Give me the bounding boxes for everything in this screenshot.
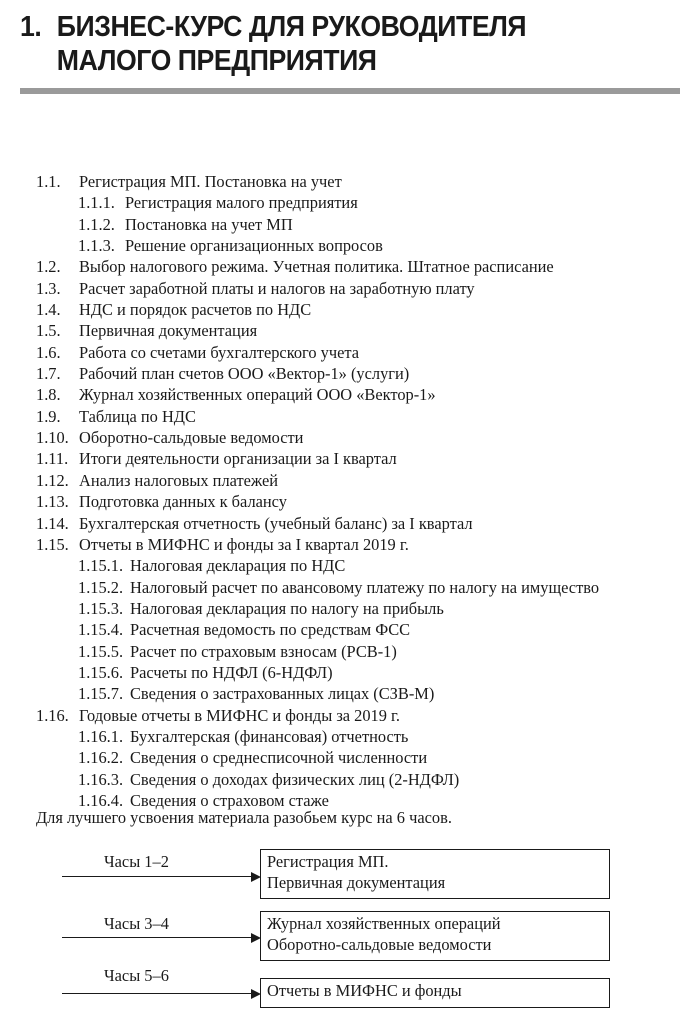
toc-number: 1.16.1. [78,726,124,746]
toc-number: 1.1.1. [78,193,115,213]
toc-text: Итоги деятельности организации за I квартал [79,449,397,469]
schedule-box-line-2: Оборотно-сальдовые ведомости [267,934,492,954]
toc-text: НДС и порядок расчетов по НДС [79,300,312,320]
toc-number: 1.9. [36,406,61,426]
intro-paragraph: Для лучшего усвоения материала разобьем курс на 6 часов. [36,808,452,827]
toc-number: 1.4. [36,300,61,320]
toc-text: Годовые отчеты в МИФНС и фонды за 2019 г. [79,705,401,725]
toc-text: Расчет по страховым взносам (РСВ-1) [130,641,397,661]
toc-text: Рабочий план счетов ООО «Вектор-1» (услуги) [79,364,410,384]
toc-number: 1.3. [36,278,61,298]
toc-number: 1.15.1. [78,556,124,576]
toc-text: Подготовка данных к балансу [79,492,287,512]
toc-number: 1.16.2. [78,748,124,768]
toc-number: 1.15.7. [78,684,124,704]
schedule-hours-label: Часы 1–2 [104,852,169,871]
toc-text: Бухгалтерская отчетность (учебный баланс) за I квартал [79,513,473,533]
toc-number: 1.15.6. [78,662,124,682]
toc-number: 1.10. [36,428,69,448]
schedule-box-line-1: Регистрация МП. [267,852,389,871]
toc-number: 1.1.2. [78,214,115,234]
toc-text: Оборотно-сальдовые ведомости [79,428,304,448]
toc-number: 1.1. [36,172,61,191]
toc-text: Сведения о среднесписочной численности [130,748,428,768]
toc-number: 1.15.4. [78,620,124,640]
arrow-line [62,937,252,938]
toc-number: 1.5. [36,321,61,341]
toc-number: 1.15.2. [78,577,124,597]
title-line-1: БИЗНЕС-КУРС ДЛЯ РУКОВОДИТЕЛЯ [56,11,527,43]
toc-number: 1.7. [36,364,61,384]
toc-number: 1.16. [36,705,69,725]
schedule-box [260,978,610,1008]
toc-text: Отчеты в МИФНС и фонды за I квартал 2019 г. [79,534,409,554]
toc-number: 1.11. [36,449,69,469]
toc-number: 1.15.5. [78,641,124,661]
toc-text: Работа со счетами бухгалтерского учета [79,342,359,362]
page-title [20,10,526,78]
toc-text: Таблица по НДС [79,406,196,426]
toc-text: Решение организационных вопросов [125,236,383,256]
arrow-line [62,993,252,994]
toc-number: 1.16.4. [78,790,124,810]
arrow-line [62,876,252,877]
toc-number: 1.13. [36,492,69,512]
toc-text: Налоговый расчет по авансовому платежу по налогу на имущество [130,577,600,597]
toc-number: 1.14. [36,513,69,533]
schedule-box-line-2: Первичная документация [267,872,446,892]
toc-text: Расчет заработной платы и налогов на заработную плату [79,278,475,298]
toc-text: Журнал хозяйственных операций ООО «Вектор-1» [79,385,436,405]
schedule-box-line-1: Отчеты в МИФНС и фонды [267,981,462,1000]
toc-number: 1.12. [36,470,69,490]
toc-text: Выбор налогового режима. Учетная политика. Штатное расписание [79,257,554,277]
toc-text: Первичная документация [79,321,258,341]
toc-number: 1.15. [36,534,69,554]
toc-text: Расчетная ведомость по средствам ФСС [130,620,411,640]
toc-number: 1.16.3. [78,769,124,789]
schedule-box [260,849,610,899]
toc-text: Налоговая декларация по налогу на прибыль [130,598,444,618]
toc-text: Регистрация МП. Постановка на учет [79,172,342,191]
toc-text: Постановка на учет МП [125,214,293,234]
schedule-box-line-1: Журнал хозяйственных операций [267,914,501,933]
chapter-number: 1. [20,11,42,43]
toc-text: Бухгалтерская (финансовая) отчетность [130,726,409,746]
schedule-hours-label: Часы 3–4 [104,914,169,933]
toc-text: Сведения о застрахованных лицах (СЗВ-М) [130,684,435,704]
toc-text: Налоговая декларация по НДС [130,556,346,576]
toc-number: 1.15.3. [78,598,124,618]
toc-text: Сведения о доходах физических лиц (2-НДФЛ) [130,769,460,789]
toc-number: 1.1.3. [78,236,115,256]
toc-number: 1.8. [36,385,61,405]
schedule-box [260,911,610,961]
title-line-2: МАЛОГО ПРЕДПРИЯТИЯ [56,45,377,77]
toc-text: Сведения о страховом стаже [130,790,329,810]
toc-text: Регистрация малого предприятия [125,193,358,213]
schedule-hours-label: Часы 5–6 [104,966,169,985]
toc-text: Расчеты по НДФЛ (6-НДФЛ) [130,662,333,682]
toc-number: 1.6. [36,342,61,362]
toc-text: Анализ налоговых платежей [79,470,279,490]
title-underline-rule [20,88,680,94]
toc-number: 1.2. [36,257,61,277]
